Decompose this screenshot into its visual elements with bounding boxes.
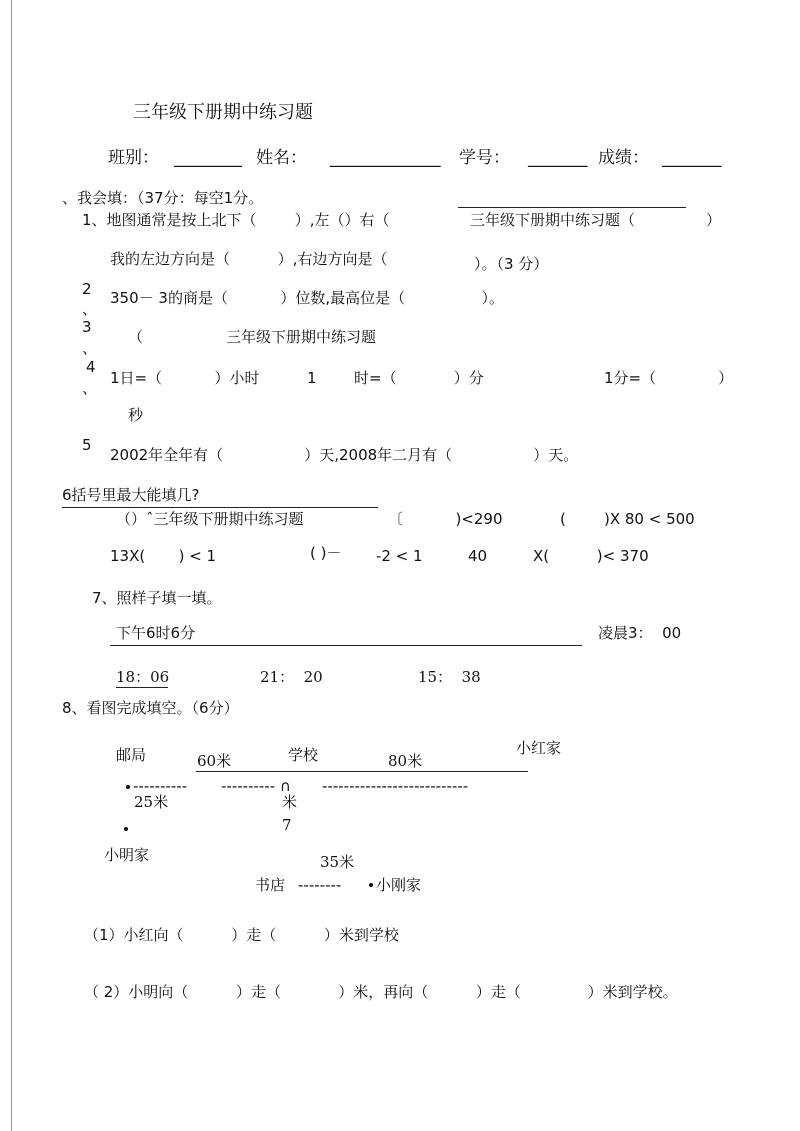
map-post-office-dot xyxy=(126,785,130,789)
q1-watermark: 三年级下册期中练习题（ xyxy=(470,211,636,229)
page-title: 三年级下册期中练习题 xyxy=(133,102,313,123)
q8-sub1: （1）小红向（ ）走（ ）米到学校 xyxy=(84,926,399,944)
q5-number: 5 xyxy=(82,436,92,454)
q3-paren: （ xyxy=(128,328,144,346)
map-distance-35: 35米 xyxy=(320,853,355,871)
map-bookstore: 书店 xyxy=(255,876,286,894)
map-post-office: 邮局 xyxy=(116,746,147,764)
q6-heading: 6括号里最大能填几? xyxy=(62,486,200,504)
q7-item1: 凌晨3： 00 xyxy=(598,624,682,642)
q6-row1-a: （）ˆ三年级下册期中练习题 xyxy=(116,510,304,528)
map-road-d: -------- xyxy=(298,876,342,894)
map-mi-label: 米 xyxy=(282,793,298,811)
name-blank: _____________ xyxy=(330,148,441,168)
q4-hour-minutes: 时=（ ）分 xyxy=(354,369,484,387)
q7-example-time-underline xyxy=(116,687,168,688)
map-seven: 7 xyxy=(282,816,292,834)
map-xiaoming-home: 小明家 xyxy=(104,846,150,864)
class-blank: ________ xyxy=(174,148,242,168)
section1-heading: 、我会填：（37分：每空1分。 xyxy=(62,189,264,207)
q2-text: 350－ 3的商是（ ）位数,最高位是（ ）。 xyxy=(110,289,504,307)
q6-row2-b: ( )－ xyxy=(310,544,342,562)
number-label: 学号： xyxy=(459,148,510,168)
q7-item3: 15： 38 xyxy=(418,668,481,686)
q5-text: 2002年全年有（ ）天,2008年二月有（ ）天。 xyxy=(110,446,579,464)
watermark-rule xyxy=(458,207,686,208)
map-xiaohong-home: 小红家 xyxy=(516,739,562,757)
score-blank: _______ xyxy=(662,148,722,168)
q7-heading: 7、照样子填一填。 xyxy=(92,589,222,607)
q2-mark: 、 xyxy=(82,300,98,318)
q6-row1-c: ( )X 80 < 500 xyxy=(560,510,695,528)
q6-row2-e: X( )< 370 xyxy=(533,547,649,565)
number-blank: _______ xyxy=(528,148,588,168)
map-school: 学校 xyxy=(288,746,319,764)
map-road-c: --------------------------- xyxy=(322,777,469,795)
q4-minute-seconds: 1分=（ ） xyxy=(604,369,734,387)
class-label: 班别： xyxy=(108,148,159,168)
q8-sub2: （ 2）小明向（ ）走（ ）米，再向（ ）走（ ）米到学校。 xyxy=(84,983,678,1001)
q3-watermark: 三年级下册期中练习题 xyxy=(226,328,377,346)
map-road-b: ---------- ∩ xyxy=(221,777,291,795)
map-xiaogang-home: 小刚家 xyxy=(376,876,422,894)
map-road-a: ---------- xyxy=(133,777,188,795)
q1-line2a: 我的左边方向是（ ）,右边方向是（ xyxy=(110,250,388,268)
q8-heading: 8、看图完成填空。（6分） xyxy=(62,699,239,717)
q7-item2: 21： 20 xyxy=(260,668,323,686)
page-border xyxy=(11,0,12,1131)
q7-example-rule xyxy=(110,645,582,646)
map-distance-80: 80米 xyxy=(388,752,423,770)
q4-one: 1 xyxy=(307,369,317,387)
q4-day-hours: 1日=（ ）小时 xyxy=(110,369,260,387)
q3-number: 3 xyxy=(82,318,92,336)
q4-seconds-unit: 秒 xyxy=(128,406,144,424)
q7-example-time: 18：06 xyxy=(116,668,170,686)
q4-number: 4 xyxy=(86,358,96,376)
map-distance-25: 25米 xyxy=(134,793,169,811)
map-distance-60: 60米 xyxy=(197,752,232,770)
q1-close: ） xyxy=(706,211,722,229)
map-top-rule xyxy=(196,771,528,772)
q1-line1: 1、地图通常是按上北下（ ）,左（）右（ xyxy=(82,211,390,229)
name-label: 姓名： xyxy=(256,148,307,168)
q7-example: 下午6时6分 xyxy=(116,624,196,642)
q2-number: 2 xyxy=(82,280,92,298)
q6-row1-b: 〔 )<290 xyxy=(388,510,503,528)
q6-row2-c: -2 < 1 xyxy=(376,547,423,565)
q4-mark: 、 xyxy=(82,379,98,397)
score-label: 成绩： xyxy=(598,148,649,168)
map-xiaogang-dot xyxy=(369,883,373,887)
map-xiaoming-dot xyxy=(124,827,128,831)
q3-mark: 、 xyxy=(82,339,98,357)
q6-row2-d: 40 xyxy=(468,547,488,565)
q6-row2-a: 13X( ) < 1 xyxy=(110,547,217,565)
q6-heading-rule xyxy=(62,507,378,508)
q1-line2b: ）。（3 分） xyxy=(474,255,549,273)
